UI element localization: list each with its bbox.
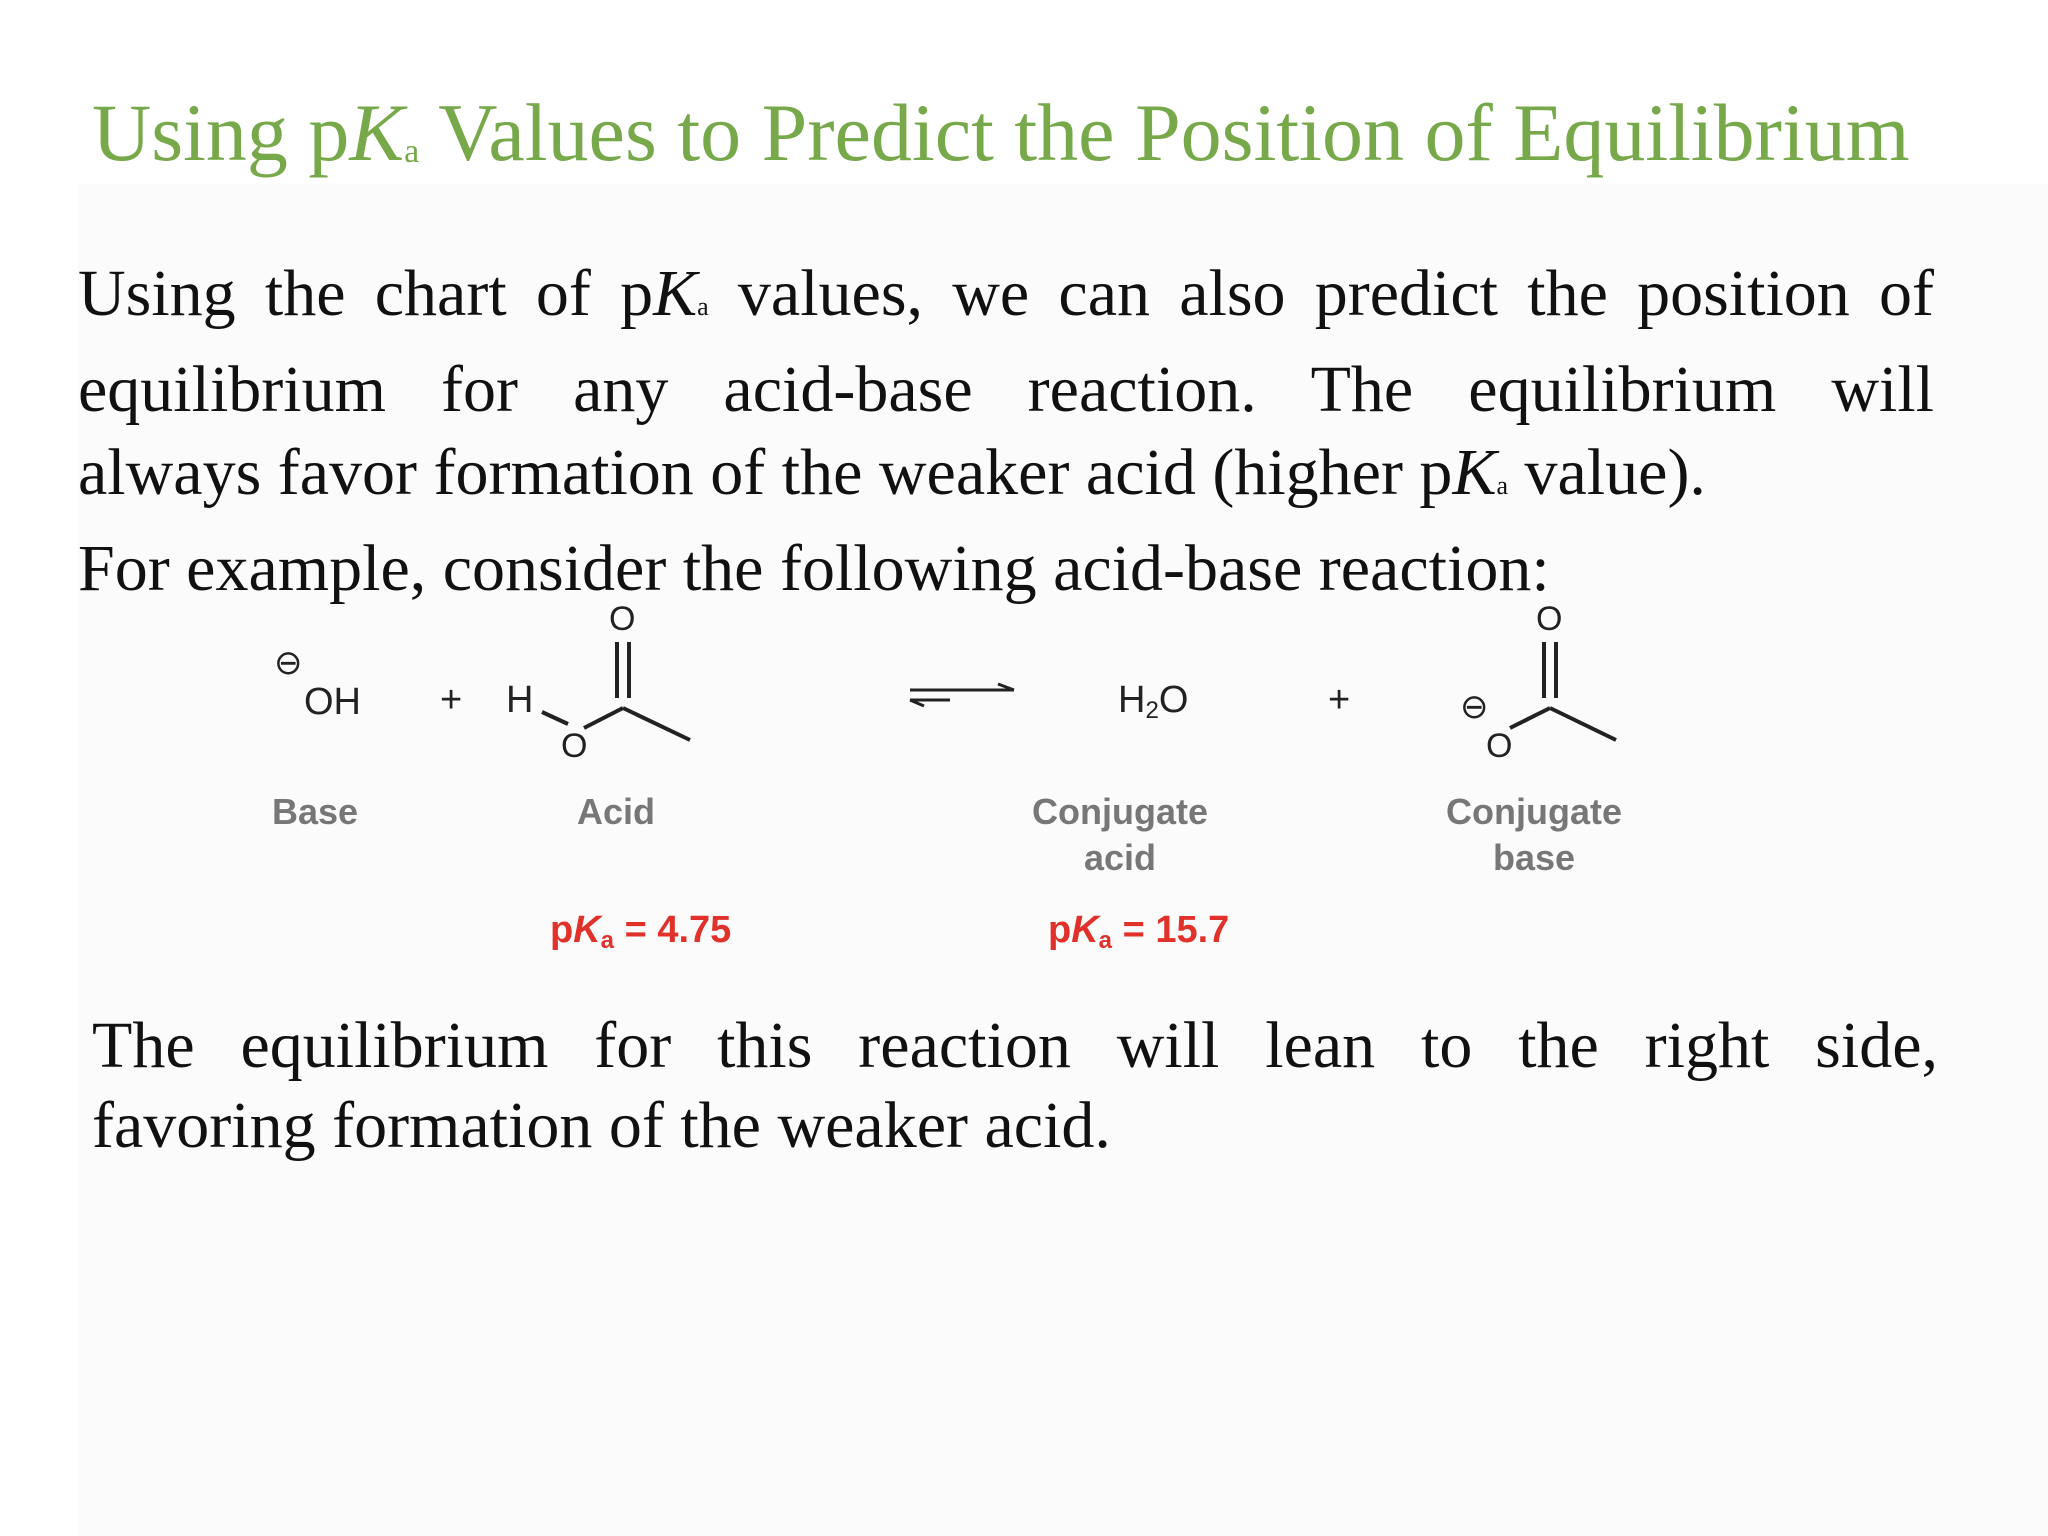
label-conjugate-base-line1: Conjugate — [1446, 791, 1622, 832]
base-formula: OH — [304, 681, 361, 723]
reaction-diagram — [78, 590, 1848, 990]
label-conjugate-base-line2: base — [1492, 837, 1576, 878]
intro-line-3: always favor formation of the weaker acid (higher pKa value). — [78, 436, 1706, 509]
title-k: K — [349, 87, 405, 178]
slide-title — [92, 87, 1910, 178]
equilibrium-arrow — [910, 684, 1014, 706]
conclusion-line-2: favoring formation of the weaker acid. — [92, 1089, 1111, 1162]
acid-hydrogen: H — [506, 679, 534, 721]
intro-line-2: equilibrium for any acid-base reaction. The equilibrium will — [78, 353, 1934, 426]
water-formula: H2O — [1118, 679, 1189, 724]
acetate-charge: ⊖ — [1460, 688, 1489, 726]
plus-sign-left: + — [440, 679, 463, 721]
label-conjugate-acid-line2: acid — [1083, 837, 1157, 878]
acetate-structure — [1510, 642, 1616, 740]
intro-paragraph — [78, 252, 1934, 610]
intro-line-1: Using the chart of pKa values, we can also predict the position of — [78, 257, 1935, 330]
acetate-oxygen-single: O — [1486, 727, 1513, 765]
title-text-start: Using p — [92, 87, 350, 178]
base-charge: ⊖ — [274, 644, 303, 682]
intro-line-4: For example, consider the following acid-base reaction: — [78, 532, 1550, 605]
label-acid: Acid — [576, 791, 656, 832]
plus-sign-right: + — [1328, 679, 1351, 721]
acetic-acid-structure — [542, 642, 690, 740]
acetate-oxygen-double: O — [1536, 600, 1563, 638]
acid-oxygen-double: O — [609, 600, 636, 638]
label-conjugate-acid-line1: Conjugate — [1032, 791, 1208, 832]
label-base: Base — [272, 791, 359, 832]
conclusion-paragraph — [92, 1006, 1938, 1166]
title-subscript: a — [404, 133, 420, 170]
conclusion-line-1: The equilibrium for this reaction will lean to the right side, — [92, 1009, 1938, 1082]
acid-oxygen-single: O — [561, 727, 588, 765]
pka-conjugate-acid-value: pKa = 15.7 — [1048, 909, 1230, 954]
pka-acid-value: pKa = 4.75 — [550, 909, 732, 954]
title-text-end: Values to Predict the Position of Equilibrium — [419, 87, 1910, 178]
